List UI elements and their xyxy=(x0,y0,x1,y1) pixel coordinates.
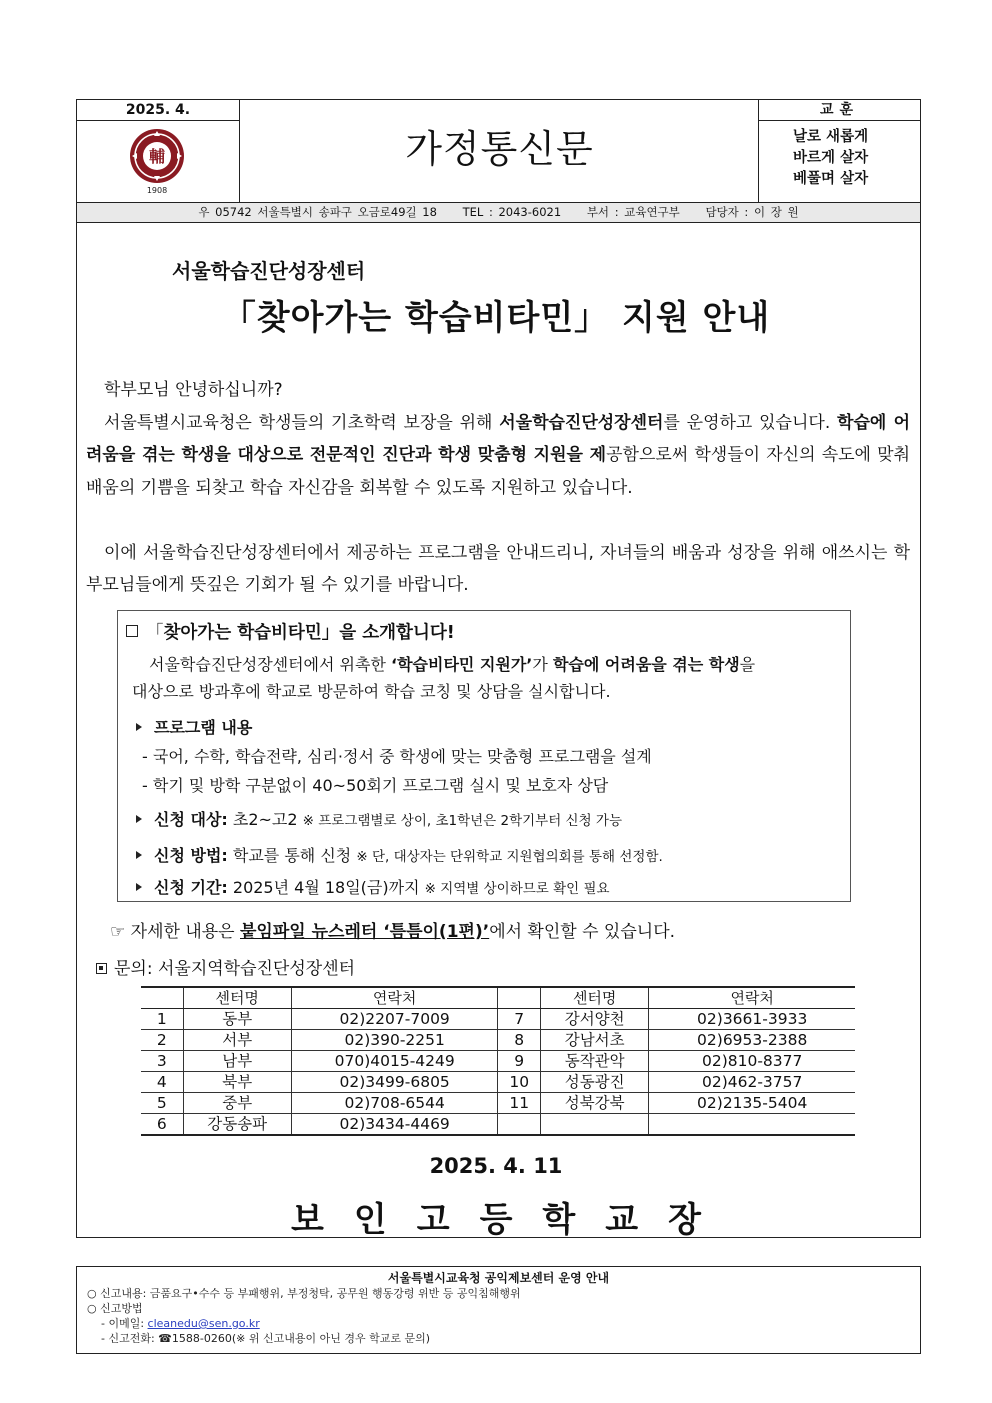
table-cell: 동작관악 xyxy=(541,1051,649,1072)
table-cell: 02)2207-7009 xyxy=(291,1009,498,1030)
intro-paragraph xyxy=(86,407,910,504)
intro-emphasis: ‘학습비타민 지원가’ xyxy=(391,655,533,674)
program-intro-box xyxy=(117,610,851,902)
p3-text: 이에 서울학습진단성장센터에서 제공하는 프로그램을 안내드리니, 자녀들의 배움과 성장을 위해 애쓰시는 학부모님들에게 뜻깊은 기회가 될 수 있기를 바랍니다. xyxy=(86,543,910,596)
period-bullet xyxy=(136,875,610,898)
address-bar xyxy=(77,202,920,222)
table-cell xyxy=(541,1114,649,1136)
table-cell: 성동광진 xyxy=(541,1072,649,1093)
notice-email-line xyxy=(77,1316,920,1331)
p2-text: 함으로써 학생들이 자신의 속도에 맞춰 배움의 기쁨을 되찾고 학습 자신감을 회복할 수 있도록 지원하고 있습니다. xyxy=(86,445,910,498)
table-cell xyxy=(649,1114,855,1136)
pointing-hand-icon: ☞ xyxy=(110,922,126,942)
program-label: 프로그램 내용 xyxy=(154,718,253,737)
table-cell: 8 xyxy=(498,1030,541,1051)
table-cell: 02)2135-5404 xyxy=(649,1093,855,1114)
period-label: 신청 기간: xyxy=(154,878,228,897)
manager: 담당자 : 이 장 원 xyxy=(705,205,799,219)
table-cell: 북부 xyxy=(183,1072,291,1093)
seal-char: 輔 xyxy=(148,147,166,166)
table-header-row xyxy=(141,987,855,1009)
table-cell: 02)462-3757 xyxy=(649,1072,855,1093)
table-cell: 동부 xyxy=(183,1009,291,1030)
table-row xyxy=(141,1072,855,1093)
box-heading-text: 「 xyxy=(146,623,164,643)
method-bullet xyxy=(136,843,663,866)
bullet-triangle-icon xyxy=(136,883,142,891)
table-cell: 1 xyxy=(141,1009,183,1030)
motto-line: 베풀며 살자 xyxy=(793,171,869,187)
box-heading xyxy=(126,619,455,644)
greeting: 학부모님 안녕하십니까? xyxy=(104,380,283,400)
newsletter-header xyxy=(76,99,921,223)
method-note: ※ 단, 대상자는 단위학교 지원협의회를 통해 선정함. xyxy=(356,849,663,865)
p2-emphasis: 학습에 어려움을 겪는 학생을 대상으로 전문적인 진단과 학생 맞춤형 지원을 제 xyxy=(86,413,911,466)
bullet-triangle-icon xyxy=(136,851,142,859)
p2-text: 공 xyxy=(606,445,623,466)
table-row xyxy=(141,1093,855,1114)
method-label: 신청 방법: xyxy=(154,846,228,865)
table-header: 연락처 xyxy=(291,987,498,1009)
target-label: 신청 대상: xyxy=(154,810,228,829)
issue-date: 2025. 4. xyxy=(77,100,239,121)
table-cell: 02)708-6544 xyxy=(291,1093,498,1114)
box-heading-emphasis: 찾아가는 학습비타민 xyxy=(163,623,322,643)
box-intro-text xyxy=(132,651,837,705)
p2-center-name: 서울학습진단성장센터 xyxy=(499,413,664,433)
table-cell: 남부 xyxy=(183,1051,291,1072)
document-type-title: 가정통신문 xyxy=(405,127,594,171)
table-cell: 4 xyxy=(141,1072,183,1093)
program-item: - 학기 및 방학 구분없이 40~50회기 프로그램 실시 및 보호자 상담 xyxy=(142,776,609,795)
table-row xyxy=(141,1051,855,1072)
table-cell: 강서양천 xyxy=(541,1009,649,1030)
intro-text: 대상으로 방과후에 학교로 방문하여 학습 코칭 및 상담을 실시합니다. xyxy=(132,682,611,701)
box-heading-text: 」을 소개합니다! xyxy=(321,623,455,643)
intro-text: 가 xyxy=(532,655,553,674)
table-row xyxy=(141,1009,855,1030)
table-cell: 강남서초 xyxy=(541,1030,649,1051)
program-item: - 국어, 수학, 학습전략, 심리·정서 중 학생에 맞는 맞춤형 프로그램을 설계 xyxy=(142,747,652,766)
intro-emphasis: 학습에 어려움을 겪는 학생 xyxy=(552,655,740,674)
table-cell: 11 xyxy=(498,1093,541,1114)
organization-name: 서울학습진단성장센터 xyxy=(172,259,366,283)
table-cell: 2 xyxy=(141,1030,183,1051)
bullet-triangle-icon xyxy=(136,815,142,823)
school-tel: TEL : 2043-6021 xyxy=(462,205,562,219)
detail-reference xyxy=(110,917,675,942)
notice-title: 서울특별시교육청 공익제보센터 운영 안내 xyxy=(387,1271,610,1285)
motto-heading: 교훈 xyxy=(759,100,920,121)
motto-lines xyxy=(759,121,920,190)
table-cell: 02)390-2251 xyxy=(291,1030,498,1051)
table-cell: 3 xyxy=(141,1051,183,1072)
motto-line: 날로 새롭게 xyxy=(793,129,869,145)
table-cell: 10 xyxy=(498,1072,541,1093)
table-cell: 02)6953-2388 xyxy=(649,1030,855,1051)
table-header xyxy=(498,987,541,1009)
school-address: 우 05742 서울특별시 송파구 오금로49길 18 xyxy=(198,205,437,219)
closing-paragraph xyxy=(86,537,910,602)
table-cell: 중부 xyxy=(183,1093,291,1114)
contact-table xyxy=(141,986,855,1136)
table-header: 연락처 xyxy=(649,987,855,1009)
email-label: - 이메일: xyxy=(101,1317,148,1330)
email-link[interactable]: cleanedu@sen.go.kr xyxy=(147,1317,260,1330)
document-title: 「찾아가는 학습비타민」 지원 안내 xyxy=(221,298,771,338)
intro-text: 을 xyxy=(739,655,756,674)
seal-year: 1908 xyxy=(146,186,168,194)
table-cell: 02)3661-3933 xyxy=(649,1009,855,1030)
principal-signature: 보인고등학교장 xyxy=(291,1200,731,1240)
table-cell: 강동송파 xyxy=(183,1114,291,1136)
program-bullet xyxy=(136,715,252,738)
table-cell: 성북강북 xyxy=(541,1093,649,1114)
department: 부서 : 교육연구부 xyxy=(586,205,680,219)
intro-text: 서울학습진단성장센터에서 위촉한 xyxy=(149,655,392,674)
attachment-reference: 붙임파일 뉴스레터 ‘틈틈이(1편)’ xyxy=(240,922,490,942)
target-value: 초2~고2 xyxy=(227,810,303,829)
table-cell: 6 xyxy=(141,1114,183,1136)
p2-text: 서울특별시교육청은 학생들의 기초학력 보장을 위해 xyxy=(104,413,500,433)
notice-line: ○ 신고내용: 금품요구•수수 등 부패행위, 부정청탁, 공무원 행동강령 위반 등 공익침해행위 xyxy=(87,1287,521,1300)
table-cell: 서부 xyxy=(183,1030,291,1051)
table-cell: 02)3499-6805 xyxy=(291,1072,498,1093)
table-header xyxy=(141,987,183,1009)
inquiry-text: 문의: 서울지역학습진단성장센터 xyxy=(114,959,356,979)
motto-line: 바르게 살자 xyxy=(793,150,869,166)
notice-line: ○ 신고방법 xyxy=(87,1302,143,1315)
school-seal-icon xyxy=(127,128,187,194)
period-note: ※ 지역별 상이하므로 확인 필요 xyxy=(424,881,610,897)
header-left-cell xyxy=(77,100,240,202)
table-header: 센터명 xyxy=(183,987,291,1009)
table-row xyxy=(141,1114,855,1136)
table-row xyxy=(141,1030,855,1051)
table-cell: 02)810-8377 xyxy=(649,1051,855,1072)
sign-date: 2025. 4. 11 xyxy=(429,1154,563,1178)
table-header: 센터명 xyxy=(541,987,649,1009)
table-cell: 02)3434-4469 xyxy=(291,1114,498,1136)
period-value: 2025년 4월 18일(금)까지 xyxy=(227,878,425,897)
target-bullet xyxy=(136,807,622,830)
notice-phone-line: - 신고전화: ☎1588-0260(※ 위 신고내용이 아닌 경우 학교로 문의) xyxy=(101,1332,430,1345)
table-cell: 5 xyxy=(141,1093,183,1114)
table-cell: 7 xyxy=(498,1009,541,1030)
detail-text: 에서 확인할 수 있습니다. xyxy=(489,922,676,942)
whistleblower-notice xyxy=(76,1266,921,1354)
inquiry-line xyxy=(96,954,355,979)
checkbox-square-icon xyxy=(126,625,138,637)
method-value: 학교를 통해 신청 xyxy=(227,846,357,865)
filled-square-icon xyxy=(96,963,107,974)
bullet-triangle-icon xyxy=(136,723,142,731)
table-cell: 9 xyxy=(498,1051,541,1072)
detail-text: 자세한 내용은 xyxy=(125,922,240,942)
target-note: ※ 프로그램별로 상이, 초1학년은 2학기부터 신청 가능 xyxy=(302,813,623,829)
p2-text: 를 운영하고 있습니다. xyxy=(663,413,838,433)
table-cell: 070)4015-4249 xyxy=(291,1051,498,1072)
table-cell xyxy=(498,1114,541,1136)
school-motto-cell xyxy=(758,100,920,202)
